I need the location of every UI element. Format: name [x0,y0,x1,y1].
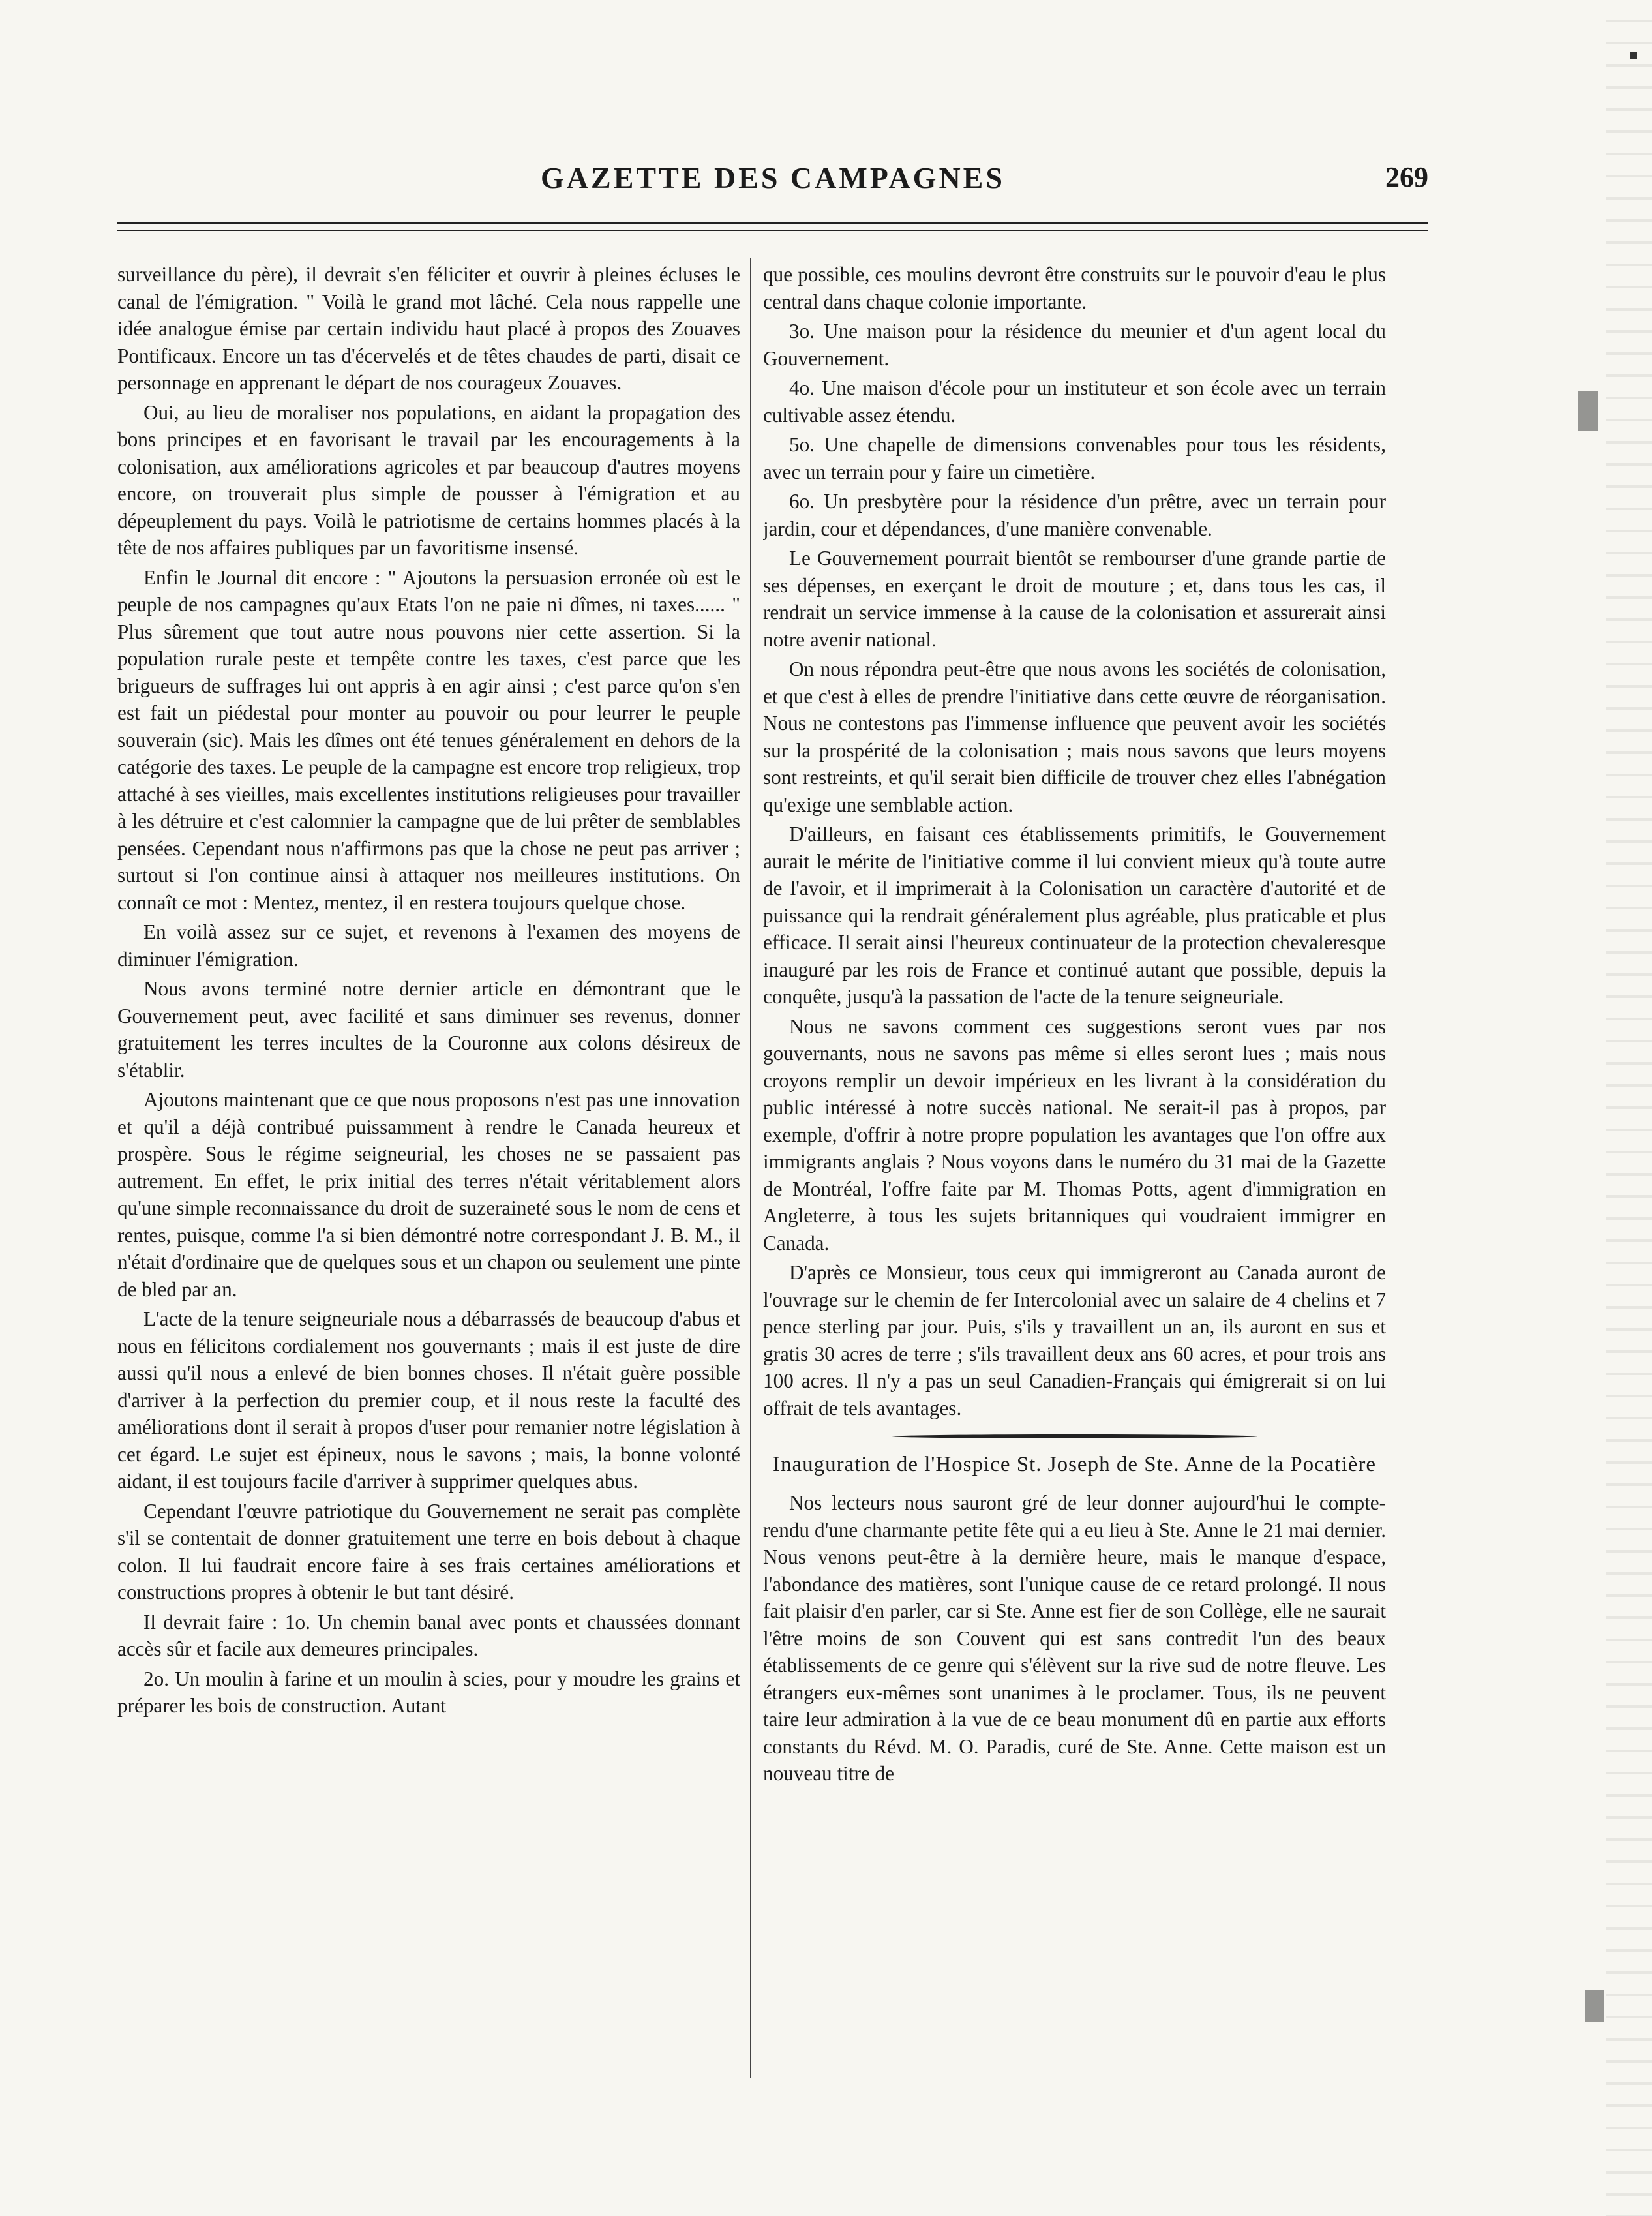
paragraph: On nous répondra peut-être que nous avons les sociétés de colonisation, et que c'est à elles de prendre l'initiative dans cette œuvre de réorganisation. Nous ne contestons pas l'immense influence que peuvent avoir les sociétés sur la prospérité de la colonisation ; mais nous savons que leurs moyens sont restreints, et qu'il serait bien difficile de trouver chez elles l'abnégation qu'exige une semblable action. [763,658,1386,816]
paragraph: 6o. Un presbytère pour la résidence d'un prêtre, avec un terrain pour jardin, cour et dépendances, d'une manière convenable. [763,490,1386,540]
article-body: Nos lecteurs nous sauront gré de leur donner aujourd'hui le compte-rendu d'une charmante petite fête qui a eu lieu à Ste. Anne le 21 mai dernier. Nous venons peut-être à la dernière heure, mais le manque d'espace, l'abondance des matières, sont l'unique cause de ce retard prolongé. Il nous fait plaisir d'en parler, car si Ste. Anne est fier de son Collège, elle ne saurait l'être moins de son Couvent qui est sans contredit l'un des beaux établissements de ce genre qui s'élèvent sur la rive sud de notre fleuve. Les étrangers eux-mêmes sont unanimes à le proclamer. Tous, ils ne peuvent taire leur admiration à la vue de ce beau monument dû en partie aux efforts constants du Révd. M. O. Paradis, curé de Ste. Anne. Cette maison est un nouveau titre de [763,1491,1386,1785]
page-number: 269 [1385,161,1428,193]
paragraph: 4o. Une maison d'école pour un instituteur et son école avec un terrain cultivable assez étendu. [763,376,1386,427]
left-column [117,261,740,2074]
scan-speck [1630,52,1637,59]
section-divider [892,1434,1257,1438]
paragraph: que possible, ces moulins devront être construits sur le pouvoir d'eau le plus central dans chaque colonie importante. [763,263,1386,313]
paragraph: Nous ne savons comment ces suggestions seront vues par nos gouvernants, nous ne savons pas même si elles seront lues ; mais nous croyons remplir un devoir impérieux en les livrant à la considération du public intéressé à notre succès national. Ne serait-il pas à propos, par exemple, d'offrir à notre propre population les avantages que l'on offre aux immigrants anglais ? Nous voyons dans le numéro du 31 mai de la Gazette de Montréal, l'offre faite par M. Thomas Potts, agent d'immigration en Angleterre, à tous les sujets britanniques qui voudraient immigrer en Canada. [763,1014,1386,1254]
publication-title: GAZETTE DES CAMPAGNES [541,161,1005,194]
paragraph: Enfin le Journal dit encore : " Ajoutons la persuasion erronée où est le peuple de nos campagnes qu'aux Etats l'on ne paie ni dîmes, ni taxes...... " Plus sûrement que tout autre nous pouvons nier cette assertion. Si la population rurale peste et tempête contre les taxes, c'est parce que les brigueurs de suffrages lui ont appris à en agir ainsi ; c'est parce qu'on s'en est fait un piédestal pour monter au pouvoir ou pour leurrer le peuple souverain (sic). Mais les dîmes ont été tenues généralement en dehors de la catégorie des taxes. Le peuple de la campagne est encore trop religieux, trop attaché à ses vieilles, mais excellentes institutions religieuses pour travailler à les détruire et c'est calomnier la campagne que de lui prêter de semblables pensées. Cependant nous n'affirmons pas que la chose ne peut pas arriver ; surtout si l'on continue ainsi à attaquer nos meilleures institutions. On connaît ce mot : Mentez, mentez, il en restera toujours quelque chose. [117,566,740,914]
paragraph: 5o. Une chapelle de dimensions convenables pour tous les résidents, avec un terrain pour y faire un cimetière. [763,433,1386,483]
scan-speck [1578,391,1598,431]
paragraph: Nous avons terminé notre dernier article en démontrant que le Gouvernement peut, avec facilité et sans diminuer ses revenus, donner gratuitement les terres incultes de la Couronne aux colons désireux de s'établir. [117,977,740,1082]
paragraph: 2o. Un moulin à farine et un moulin à scies, pour y moudre les grains et préparer les bois de construction. Autant [117,1667,740,1717]
paragraph: D'ailleurs, en faisant ces établissements primitifs, le Gouvernement aurait le mérite de l'initiative comme il lui convient mieux qu'à toute autre de l'avoir, et il imprimerait à la Colonisation un caractère d'autorité et de puissance qui la rendrait généralement plus agréable, plus praticable et plus efficace. Il serait ainsi l'heureux continuateur de la protection chevaleresque inauguré par les rois de France et continué autant que possible, depuis la conquête, jusqu'à la passation de l'acte de la tenure seigneuriale. [763,823,1386,1008]
paragraph: Il devrait faire : 1o. Un chemin banal avec ponts et chaussées donnant accès sûr et facile aux demeures principales. [117,1610,740,1660]
paragraph: L'acte de la tenure seigneuriale nous a débarrassés de beaucoup d'abus et nous en félicitons cordialement nos gouvernants ; mais il est juste de dire aussi qu'il nous a enlevé de bien bonnes choses. Il n'était guère possible d'arriver à la perfection du premier coup, et il nous reste la faculté des améliorations dont il serait à propos d'user pour remanier notre législation à cet égard. Le sujet est épineux, nous le savons ; mais, la bonne volonté aidant, il est toujours facile d'arriver à supprimer quelques abus. [117,1307,740,1493]
paragraph: Le Gouvernement pourrait bientôt se rembourser d'une grande partie de ses dépenses, en exerçant le droit de mouture ; et, dans tous les cas, il rendrait un service immense à la cause de la colonisation et assurerait ainsi notre avenir national. [763,547,1386,651]
scan-speck [1585,1990,1604,2022]
scan-edge [1606,0,1652,2216]
paragraph: En voilà assez sur ce sujet, et revenons à l'examen des moyens de diminuer l'émigration. [117,920,740,971]
paragraph: D'après ce Monsieur, tous ceux qui immigreront au Canada auront de l'ouvrage sur le chemin de fer Intercolonial avec un salaire de 4 chelins et 7 pence sterling par jour. Puis, s'ils y travaillent un an, ils auront en sus et gratis 30 acres de terre ; s'ils travaillent deux ans 60 acres, et pour trois ans 100 acres. Il n'y a pas un seul Canadien-Français qui émigrerait si on lui offrait de tels avantages. [763,1261,1386,1419]
paragraph: 3o. Une maison pour la résidence du meunier et d'un agent local du Gouvernement. [763,320,1386,370]
paragraph: Oui, au lieu de moraliser nos populations, en aidant la propagation des bons principes et en favorisant le travail par les encouragements à la colonisation, aux améliorations agricoles et par beaucoup d'autres moyens encore, on trouverait plus simple de pousser à l'émigration et au dépeuplement du pays. Voilà le patriotisme de certains hommes placés à la tête de nos affaires publiques par un favoritisme insensé. [117,401,740,559]
paragraph: Ajoutons maintenant que ce que nous proposons n'est pas une innovation et qu'il a déjà contribué puissamment à rendre le Canada heureux et prospère. Sous le régime seigneurial, les choses ne se passaient pas autrement. En effet, le prix initial des terres n'était véritablement alors qu'une simple reconnaissance du droit de suzeraineté sous le nom de cens et rentes, puisque, comme l'a si bien démontré notre correspondant J. B. M., il n'était d'ordinaire que de quelques sous et un chapon ou seulement une pinte de bled par an. [117,1088,740,1301]
header-rule-thin [117,230,1428,231]
article-title: Inauguration de l'Hospice St. Joseph de Ste. Anne de la Pocatière [772,1453,1377,1476]
right-column [763,261,1386,2074]
paragraph: Cependant l'œuvre patriotique du Gouvernement ne serait pas complète s'il se contentait de donner gratuitement une terre en bois debout à chaque colon. Il lui faudrait encore faire à ses frais certaines améliorations et constructions propres à obtenir le but tant désiré. [117,1499,740,1603]
paragraph: surveillance du père), il devrait s'en féliciter et ouvrir à pleines écluses le canal de l'émigration. " Voilà le grand mot lâché. Cela nous rappelle une idée analogue émise par certain individu haut placé à propos des Zouaves Pontificaux. Encore un tas d'écervelés et de têtes chaudes de parti, disait ce personnage en apprenant le départ de nos courageux Zouaves. [117,263,740,394]
column-divider [750,258,751,2078]
page-header [117,150,1428,202]
header-rule [117,222,1428,224]
